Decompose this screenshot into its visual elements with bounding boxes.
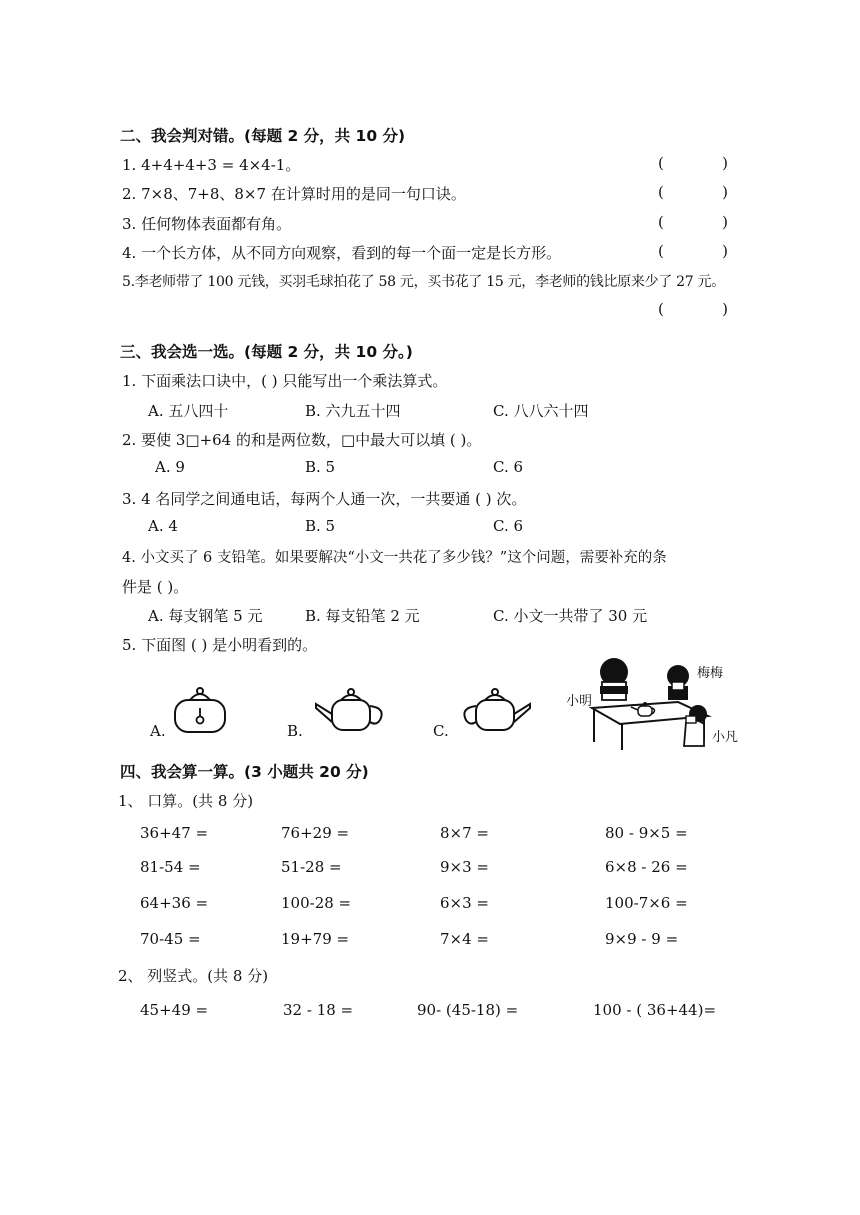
paren-close: ) (722, 242, 728, 260)
oral-calc-item: 7×4 = (440, 930, 489, 948)
choice-q5: 5. 下面图 ( ) 是小明看到的。 (122, 636, 318, 654)
q2-option-c[interactable]: C. 6 (493, 458, 524, 476)
judge-item-3: 3. 任何物体表面都有角。 (122, 215, 292, 233)
paren-open: ( (658, 213, 664, 231)
oral-calc-item: 64+36 = (140, 894, 209, 912)
choice-q2: 2. 要使 3□+64 的和是两位数，□中最大可以填 ( )。 (122, 431, 482, 449)
q1-option-b[interactable]: B. 六九五十四 (305, 402, 401, 420)
vertical-calc-item: 90- (45-18) = (417, 1001, 519, 1019)
q4-option-c[interactable]: C. 小文一共带了 30 元 (493, 607, 648, 625)
oral-calc-item: 100-7×6 = (605, 894, 688, 912)
q4-option-a[interactable]: A. 每支钢笔 5 元 (148, 607, 263, 625)
q4-option-b[interactable]: B. 每支铅笔 2 元 (305, 607, 420, 625)
oral-calc-item: 8×7 = (440, 824, 489, 842)
answer-paren-1[interactable] (658, 154, 728, 172)
label-xiaofan: 小凡 (712, 730, 739, 745)
paren-open: ( (658, 154, 664, 172)
teapot-front-view-icon (174, 686, 230, 734)
paren-close: ) (722, 183, 728, 201)
section2-heading: 二、我会判对错。(每题 2 分，共 10 分) (120, 127, 406, 145)
section3-heading: 三、我会选一选。(每题 2 分，共 10 分。) (120, 343, 413, 361)
oral-calc-subheading: 1、 口算。(共 8 分) (118, 792, 254, 810)
answer-paren-2[interactable] (658, 183, 728, 201)
answer-paren-5[interactable] (658, 300, 728, 318)
oral-calc-item: 9×3 = (440, 858, 489, 876)
answer-paren-4[interactable] (658, 242, 728, 260)
oral-calc-item: 6×3 = (440, 894, 489, 912)
q2-option-b[interactable]: B. 5 (305, 458, 336, 476)
q3-option-c[interactable]: C. 6 (493, 517, 524, 535)
oral-calc-item: 36+47 = (140, 824, 209, 842)
vertical-calc-item: 100 - ( 36+44)= (593, 1001, 717, 1019)
vertical-calc-item: 32 - 18 = (283, 1001, 354, 1019)
paren-open: ( (658, 242, 664, 260)
q5-option-a-label[interactable]: A. (150, 722, 166, 740)
oral-calc-item: 51-28 = (281, 858, 342, 876)
q1-option-c[interactable]: C. 八八六十四 (493, 402, 589, 420)
judge-item-5: 5.李老师带了 100 元钱，买羽毛球拍花了 58 元，买书花了 15 元，李老师的钱比原来少了 27 元。 (122, 274, 725, 290)
oral-calc-item: 19+79 = (281, 930, 350, 948)
oral-calc-item: 70-45 = (140, 930, 201, 948)
paren-close: ) (722, 154, 728, 172)
choice-q4-line1: 4. 小文买了 6 支铅笔。如果要解决“小文一共花了多少钱？”这个问题，需要补充的条 (122, 550, 667, 566)
teapot-side-view-spout-right-icon (458, 686, 532, 734)
label-xiaoming: 小明 (566, 694, 593, 709)
section4-heading: 四、我会算一算。(3 小题共 20 分) (120, 763, 369, 781)
judge-item-4: 4. 一个长方体，从不同方向观察，看到的每一个面一定是长方形。 (122, 244, 562, 262)
oral-calc-item: 80 - 9×5 = (605, 824, 688, 842)
vertical-calc-item: 45+49 = (140, 1001, 209, 1019)
q3-option-a[interactable]: A. 4 (148, 517, 178, 535)
oral-calc-item: 81-54 = (140, 858, 201, 876)
choice-q4-line2: 件是 ( )。 (122, 578, 189, 596)
judge-item-1: 1. 4+4+4+3 = 4×4-1。 (122, 156, 301, 174)
paren-close: ) (722, 300, 728, 318)
q5-option-b-label[interactable]: B. (287, 722, 303, 740)
q1-option-a[interactable]: A. 五八四十 (148, 402, 229, 420)
paren-close: ) (722, 213, 728, 231)
label-meimei: 梅梅 (697, 666, 724, 681)
choice-q1: 1. 下面乘法口诀中，( ) 只能写出一个乘法算式。 (122, 372, 448, 390)
teapot-side-view-spout-left-icon (314, 686, 388, 734)
choice-q3: 3. 4 名同学之间通电话，每两个人通一次，一共要通 ( ) 次。 (122, 490, 527, 508)
oral-calc-item: 76+29 = (281, 824, 350, 842)
oral-calc-item: 9×9 - 9 = (605, 930, 679, 948)
vertical-calc-subheading: 2、 列竖式。(共 8 分) (118, 967, 269, 985)
q2-option-a[interactable]: A. 9 (155, 458, 185, 476)
q3-option-b[interactable]: B. 5 (305, 517, 336, 535)
judge-item-2: 2. 7×8、7+8、8×7 在计算时用的是同一句口诀。 (122, 185, 466, 203)
paren-open: ( (658, 300, 664, 318)
oral-calc-item: 6×8 - 26 = (605, 858, 688, 876)
oral-calc-item: 100-28 = (281, 894, 352, 912)
answer-paren-3[interactable] (658, 213, 728, 231)
paren-open: ( (658, 183, 664, 201)
q5-option-c-label[interactable]: C. (433, 722, 449, 740)
